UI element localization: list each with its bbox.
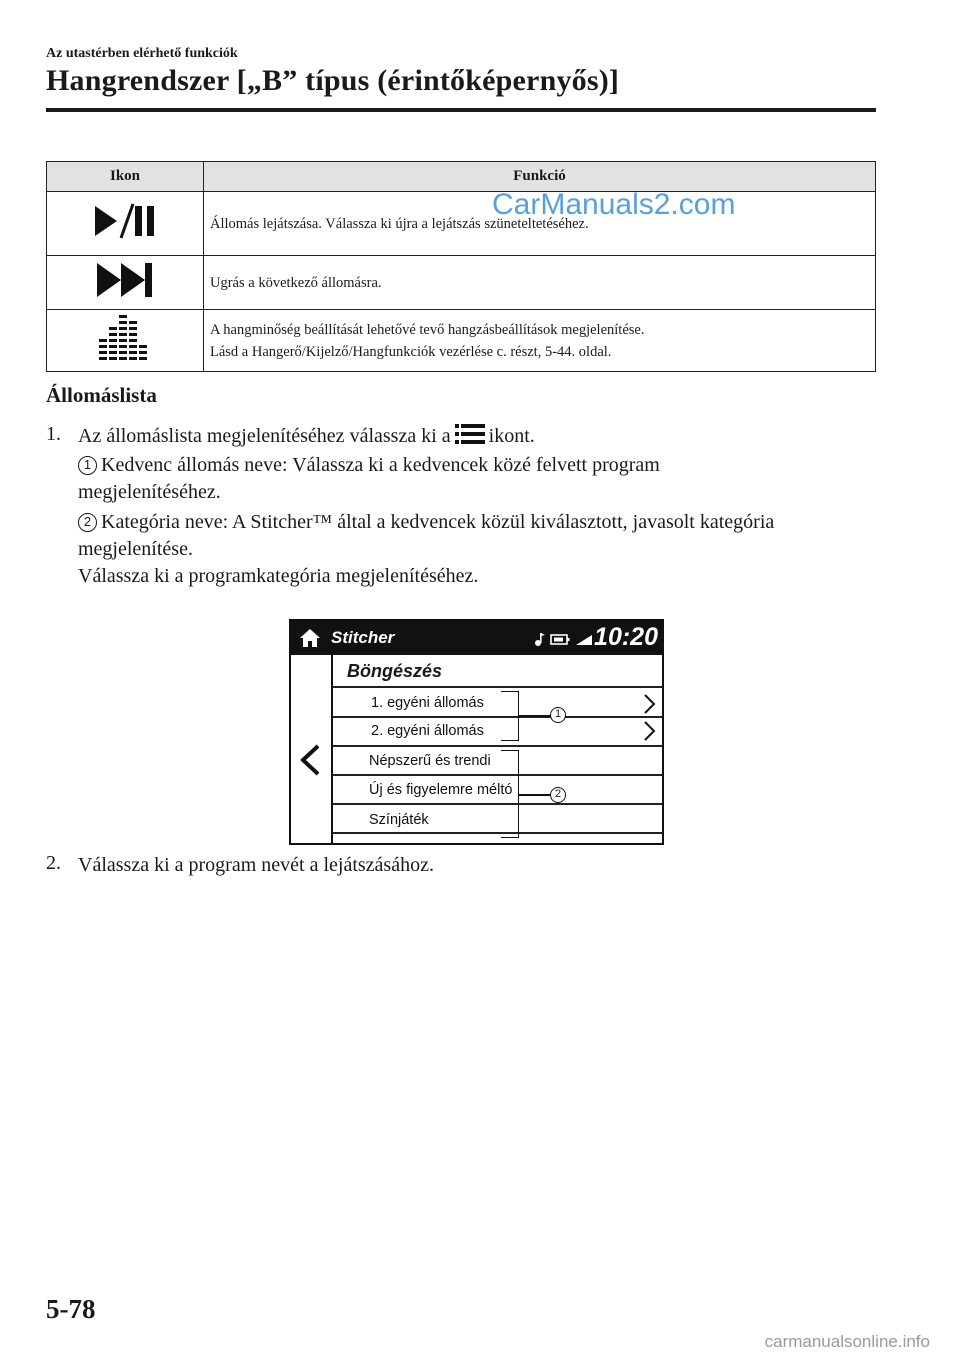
- category-item[interactable]: Új és figyelemre méltó: [369, 782, 513, 798]
- divider: [333, 686, 664, 688]
- skip-forward-icon: [89, 257, 161, 303]
- category-item[interactable]: Színjáték: [369, 812, 429, 828]
- step-number: 1.: [46, 423, 61, 445]
- stitcher-screen-illustration: [289, 619, 664, 845]
- callout-2: 2: [550, 787, 566, 803]
- home-icon[interactable]: [299, 628, 321, 653]
- chevron-right-icon[interactable]: [643, 693, 657, 715]
- item-2-line-1: 2 Kategória neve: A Stitcher™ által a kedvencek közül kiválasztott, javasolt kategória: [78, 509, 774, 536]
- step-number: 2.: [46, 852, 61, 874]
- table-header-row: [47, 162, 876, 192]
- page-title: Hangrendszer [„B” típus (érintőképernyős)]: [46, 64, 620, 97]
- callout-number-1: 1: [78, 456, 97, 475]
- divider: [333, 716, 664, 718]
- table-row: [47, 310, 876, 372]
- page-number: 5-78: [46, 1294, 96, 1324]
- back-arrow-icon[interactable]: [299, 743, 321, 782]
- icon-function-table: [46, 161, 876, 372]
- divider: [333, 803, 664, 805]
- callout-bracket-1: [501, 691, 519, 741]
- col-header-function: Funkció: [204, 162, 876, 192]
- favorite-station-2[interactable]: 2. egyéni állomás: [371, 723, 484, 739]
- play-pause-icon: [85, 198, 165, 244]
- section-label: Az utastérben elérhető funkciók: [46, 46, 238, 61]
- callout-line-1: [519, 715, 551, 717]
- callout-1: 1: [550, 707, 566, 723]
- status-icons: [534, 631, 596, 652]
- item-2-line-2: megjelenítése.: [78, 538, 193, 560]
- table-cell-text-reference: Lásd a Hangerő/Kijelző/Hangfunkciók vezérlése c. részt, 5-44. oldal.: [210, 343, 612, 360]
- music-note-icon: [535, 633, 545, 646]
- table-cell-text: A hangminőség beállítását lehetővé tevő hangzásbeállítások megjelenítése.: [210, 321, 645, 338]
- step-2-text: Válassza ki a program nevét a lejátszásához.: [78, 854, 434, 876]
- callout-line-2: [519, 794, 551, 796]
- back-column: [291, 655, 333, 845]
- footer-site: carmanualsonline.info: [764, 1332, 930, 1351]
- equalizer-icon: [95, 313, 155, 363]
- screen-header: [291, 621, 662, 655]
- category-item[interactable]: Népszerű és trendi: [369, 753, 491, 769]
- table-cell-text: Ugrás a következő állomásra.: [204, 256, 876, 310]
- callout-bracket-2: [501, 750, 519, 838]
- chevron-right-icon[interactable]: [643, 720, 657, 742]
- step-1-text: Az állomáslista megjelenítéséhez válassza ki a ikont.: [78, 423, 535, 453]
- title-rule: [46, 108, 876, 112]
- col-header-icon: Ikon: [47, 162, 204, 192]
- divider: [333, 745, 664, 747]
- station-list-heading: Állomáslista: [46, 383, 157, 407]
- divider: [333, 832, 664, 834]
- favorite-station-1[interactable]: 1. egyéni állomás: [371, 695, 484, 711]
- app-name: Stitcher: [331, 628, 395, 647]
- clock: 10:20: [594, 623, 658, 651]
- signal-icon: [576, 635, 592, 645]
- item-1-line-2: megjelenítéséhez.: [78, 481, 221, 503]
- battery-icon: [551, 635, 570, 644]
- item-1-line-1: 1 Kedvenc állomás neve: Válassza ki a kedvencek közé felvett program: [78, 452, 660, 479]
- list-icon: [455, 423, 485, 453]
- divider: [333, 774, 664, 776]
- item-2-line-3: Válassza ki a programkategória megjelenítéséhez.: [78, 565, 479, 587]
- browse-title: Böngészés: [347, 661, 443, 681]
- callout-number-2: 2: [78, 513, 97, 532]
- table-cell-text: Állomás lejátszása. Válassza ki újra a lejátszás szüneteltetéséhez.: [204, 192, 876, 256]
- table-row: [47, 256, 876, 310]
- watermark: CarManuals2.com: [492, 188, 736, 221]
- table-row: [47, 192, 876, 256]
